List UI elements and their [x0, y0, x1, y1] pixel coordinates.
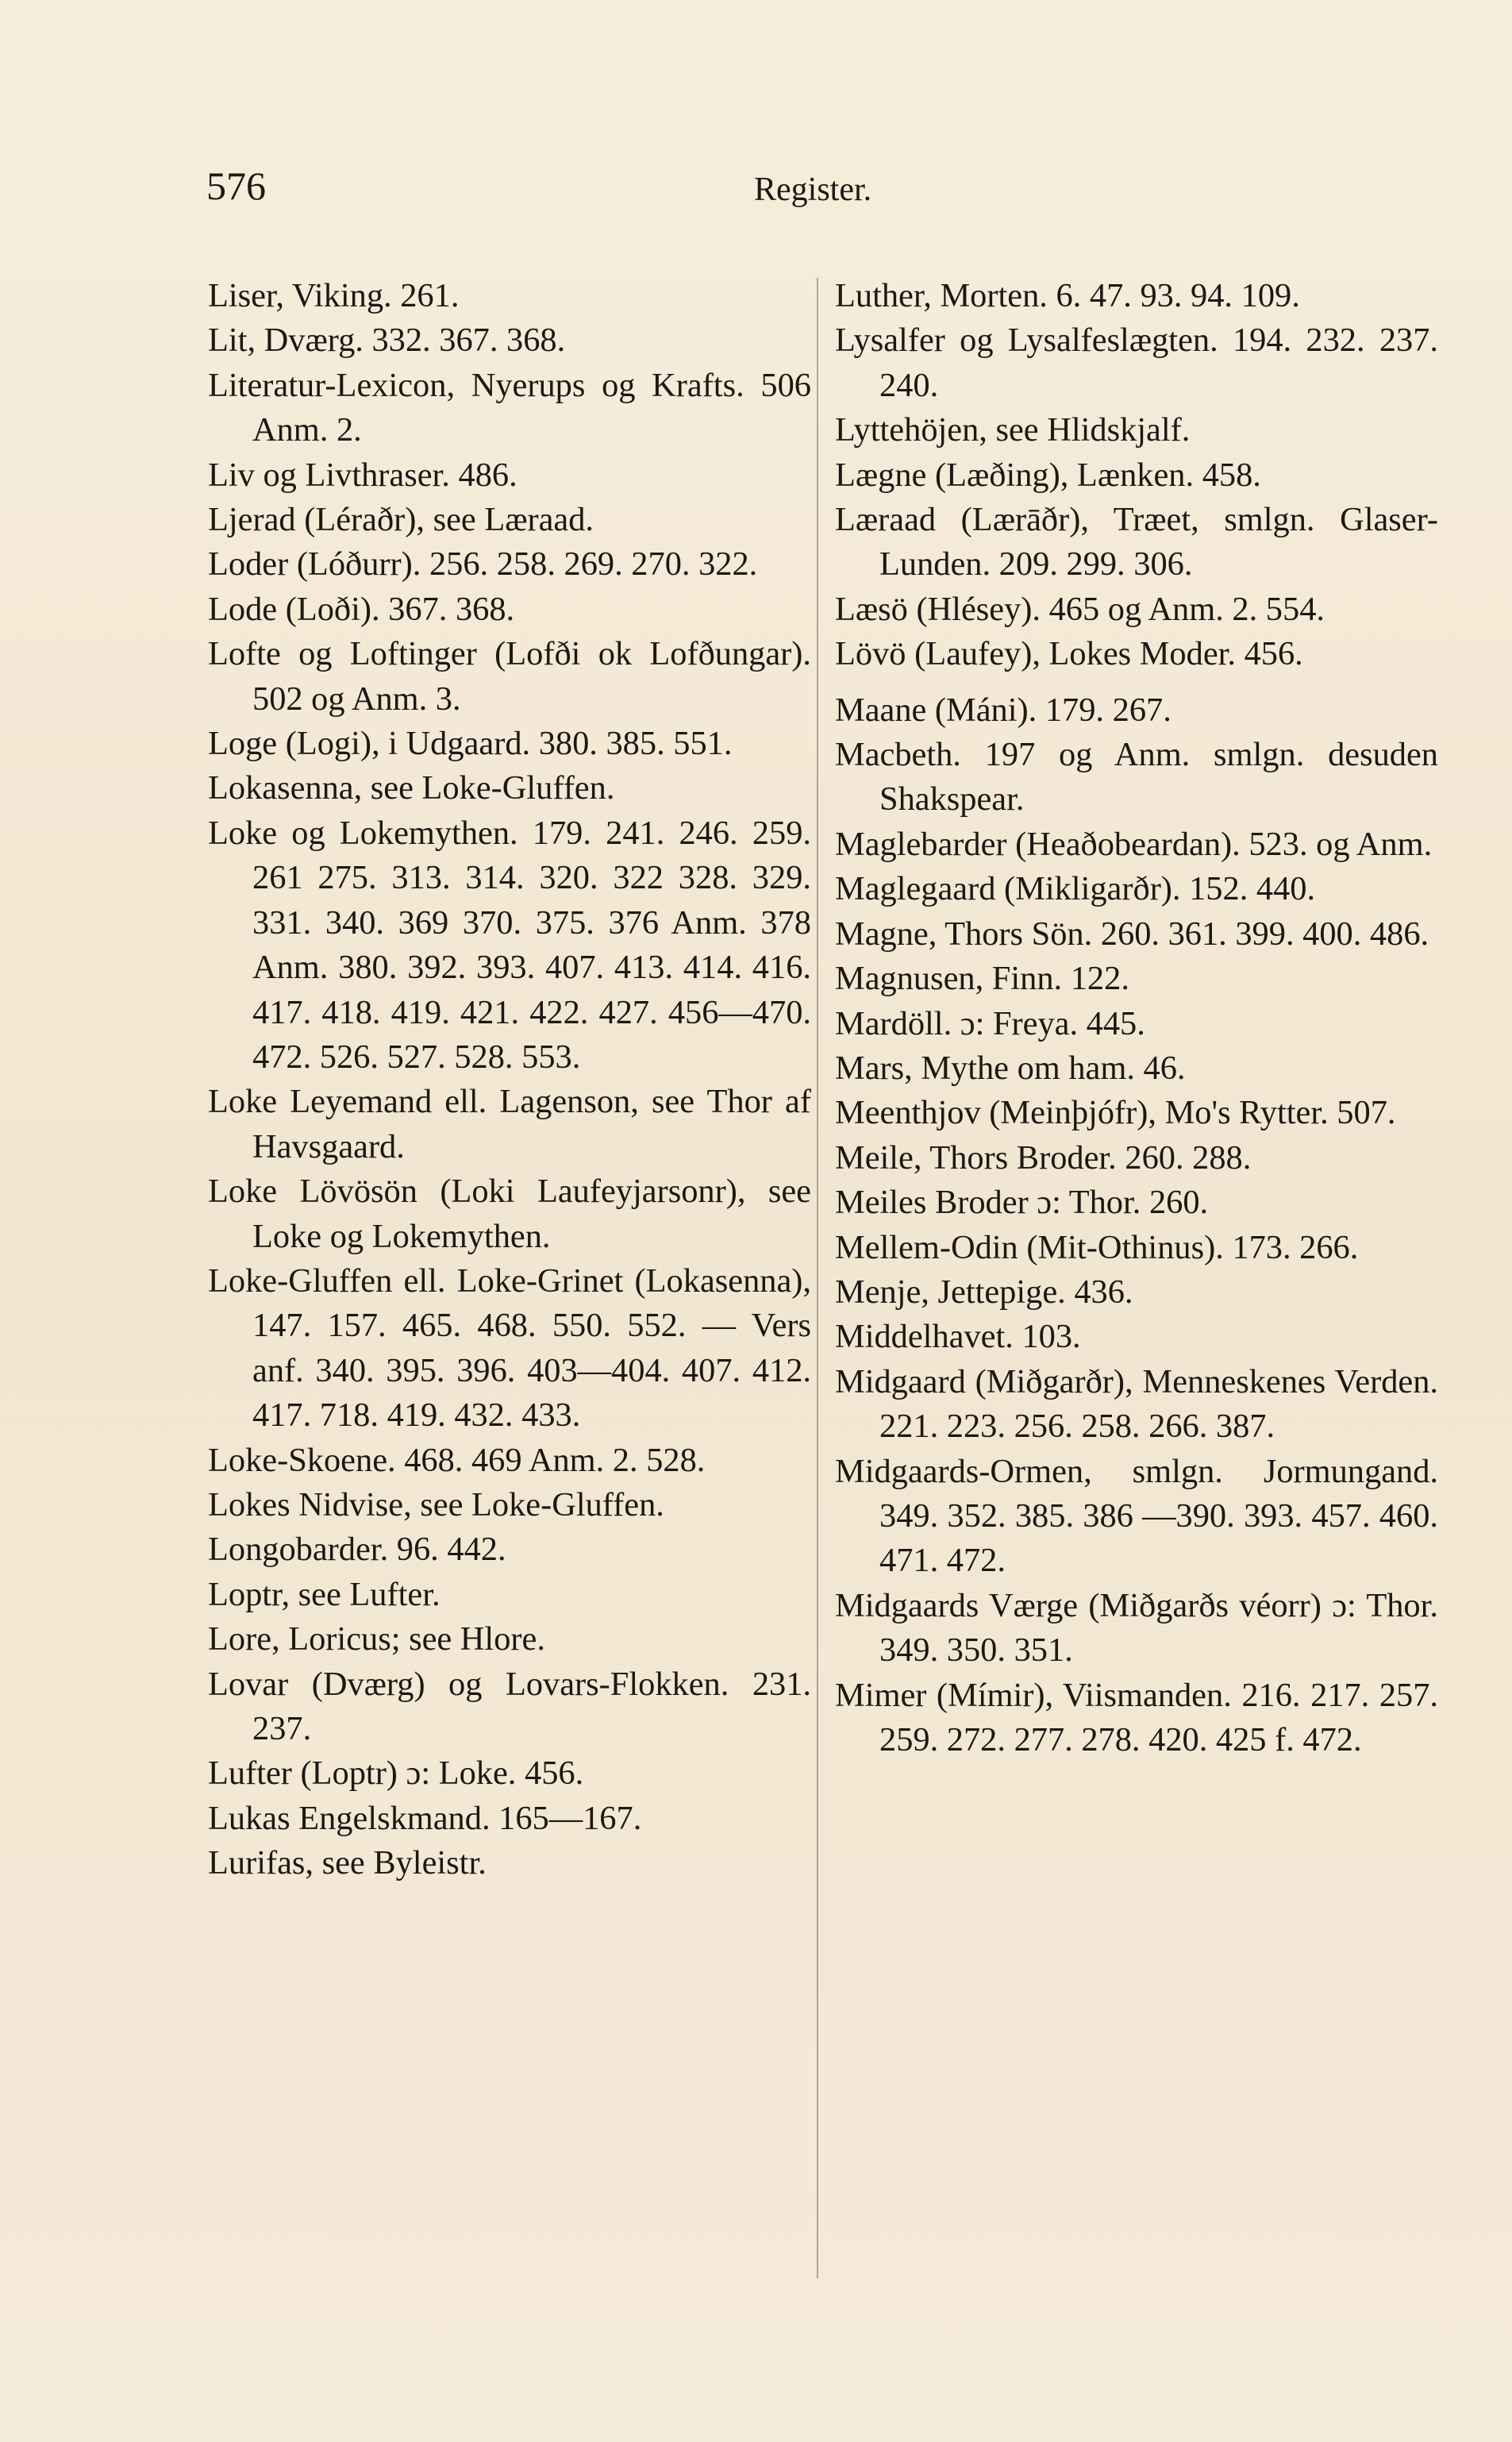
index-entry: Loke Leyemand ell. Lagenson, see Thor af Havsgaard. — [208, 1083, 811, 1165]
index-entry: Meiles Broder ɔ: Thor. 260. — [835, 1184, 1209, 1222]
index-entry: Meenthjov (Meinþjófr), Mo's Rytter. 507. — [835, 1094, 1396, 1132]
index-entry: Mellem-Odin (Mit-Othinus). 173. 266. — [835, 1228, 1359, 1266]
index-entry: Midgaards-Ormen, smlgn. Jormungand. 349. 352. 385. 386 —390. 393. 457. 460. 471. 472. — [835, 1452, 1438, 1580]
index-entry: Midgaard (Miðgarðr), Menneskenes Verden. 221. 223. 256. 258. 266. 387. — [835, 1362, 1438, 1446]
index-entry: Mimer (Mímir), Viismanden. 216. 217. 257. 259. 272. 277. 278. 420. 425 f. 472. — [835, 1676, 1438, 1758]
index-entry: Loge (Logi), i Udgaard. 380. 385. 551. — [208, 725, 733, 763]
index-entry: Longobarder. 96. 442. — [208, 1531, 506, 1569]
index-entry: Midgaards Værge (Miðgarðs véorr) ɔ: Thor. 349. 350. 351. — [835, 1586, 1438, 1670]
index-entry: Ljerad (Léraðr), see Læraad. — [208, 501, 594, 539]
index-entry: Lurifas, see Byleistr. — [208, 1844, 487, 1882]
index-entry: Maglebarder (Heaðobeardan). 523. og Anm. — [835, 825, 1433, 863]
index-entry: Lövö (Laufey), Lokes Moder. 456. — [835, 635, 1303, 673]
index-entry: Mardöll. ɔ: Freya. 445. — [835, 1004, 1145, 1042]
index-entry: Liv og Livthraser. 486. — [208, 456, 517, 494]
index-entry: Lægne (Læðing), Lænken. 458. — [835, 456, 1261, 494]
index-entry: Macbeth. 197 og Anm. smlgn. desuden Shakspear. — [835, 736, 1438, 818]
index-entry: Lukas Engelskmand. 165—167. — [208, 1799, 642, 1837]
page-number: 576 — [206, 164, 266, 208]
index-entry: Meile, Thors Broder. 260. 288. — [835, 1138, 1252, 1177]
index-entry: Lokes Nidvise, see Loke-Gluffen. — [208, 1485, 664, 1523]
index-entry-section-m: Maane (Máni). 179. 267. — [835, 691, 1172, 729]
index-entry: Lysalfer og Lysalfeslægten. 194. 232. 237. 240. — [835, 322, 1438, 404]
index-entry: Liser, Viking. 261. — [208, 277, 460, 314]
index-entry: Middelhavet. 103. — [835, 1318, 1081, 1356]
index-entry: Maglegaard (Mikligarðr). 152. 440. — [835, 870, 1316, 908]
right-index-column — [835, 274, 1438, 1762]
index-entry: Loke-Gluffen ell. Loke-Grinet (Lokasenna), 147. 157. 465. 468. 550. 552. — Vers anf. 340. 395. 396. 403—404. 407. 412. 417. 718. 419. 432. 433. — [208, 1261, 811, 1435]
index-entry: Læraad (Lærāðr), Træet, smlgn. Glaser-Lunden. 209. 299. 306. — [835, 501, 1438, 584]
index-entry: Lode (Loði). 367. 368. — [208, 590, 515, 628]
index-entry: Loke og Lokemythen. 179. 241. 246. 259. 261 275. 313. 314. 320. 322 328. 329. 331. 340. 369 370. 375. 376 Anm. 378 Anm. 380. 392. 393. 407. 413. 414. 416. 417. 418. 419. 421. 422. 427. 456—470. 472. 526. 527. 528. 553. — [208, 814, 811, 1076]
page-header — [206, 163, 1445, 226]
index-entry: Mars, Mythe om ham. 46. — [835, 1049, 1186, 1087]
index-entry: Magnusen, Finn. 122. — [835, 960, 1129, 998]
index-entry: Læsö (Hlésey). 465 og Anm. 2. 554. — [835, 590, 1325, 628]
column-divider — [817, 278, 818, 2278]
index-entry: Lofte og Loftinger (Lofði ok Lofðungar). 502 og Anm. 3. — [208, 635, 811, 718]
running-title: Register. — [754, 171, 872, 208]
index-entry: Loke Lövösön (Loki Laufeyjarsonr), see Loke og Lokemythen. — [208, 1173, 811, 1255]
index-entry: Lovar (Dværg) og Lovars-Flokken. 231. 237. — [208, 1665, 811, 1747]
left-index-column — [208, 274, 811, 1886]
index-entry: Loke-Skoene. 468. 469 Anm. 2. 528. — [208, 1441, 706, 1479]
index-entry: Luther, Morten. 6. 47. 93. 94. 109. — [835, 277, 1300, 314]
index-entry: Lokasenna, see Loke-Gluffen. — [208, 769, 615, 807]
index-entry: Loptr, see Lufter. — [208, 1575, 441, 1613]
index-entry: Lore, Loricus; see Hlore. — [208, 1620, 545, 1658]
index-entry: Lit, Dværg. 332. 367. 368. — [208, 322, 566, 360]
index-entry: Lufter (Loptr) ɔ: Loke. 456. — [208, 1754, 584, 1793]
index-entry: Loder (Lóðurr). 256. 258. 269. 270. 322. — [208, 545, 758, 584]
index-entry: Magne, Thors Sön. 260. 361. 399. 400. 486. — [835, 915, 1429, 953]
index-entry: Literatur-Lexicon, Nyerups og Krafts. 506 Anm. 2. — [208, 366, 811, 449]
index-entry: Lyttehöjen, see Hlidskjalf. — [835, 411, 1191, 449]
index-entry: Menje, Jettepige. 436. — [835, 1273, 1133, 1311]
